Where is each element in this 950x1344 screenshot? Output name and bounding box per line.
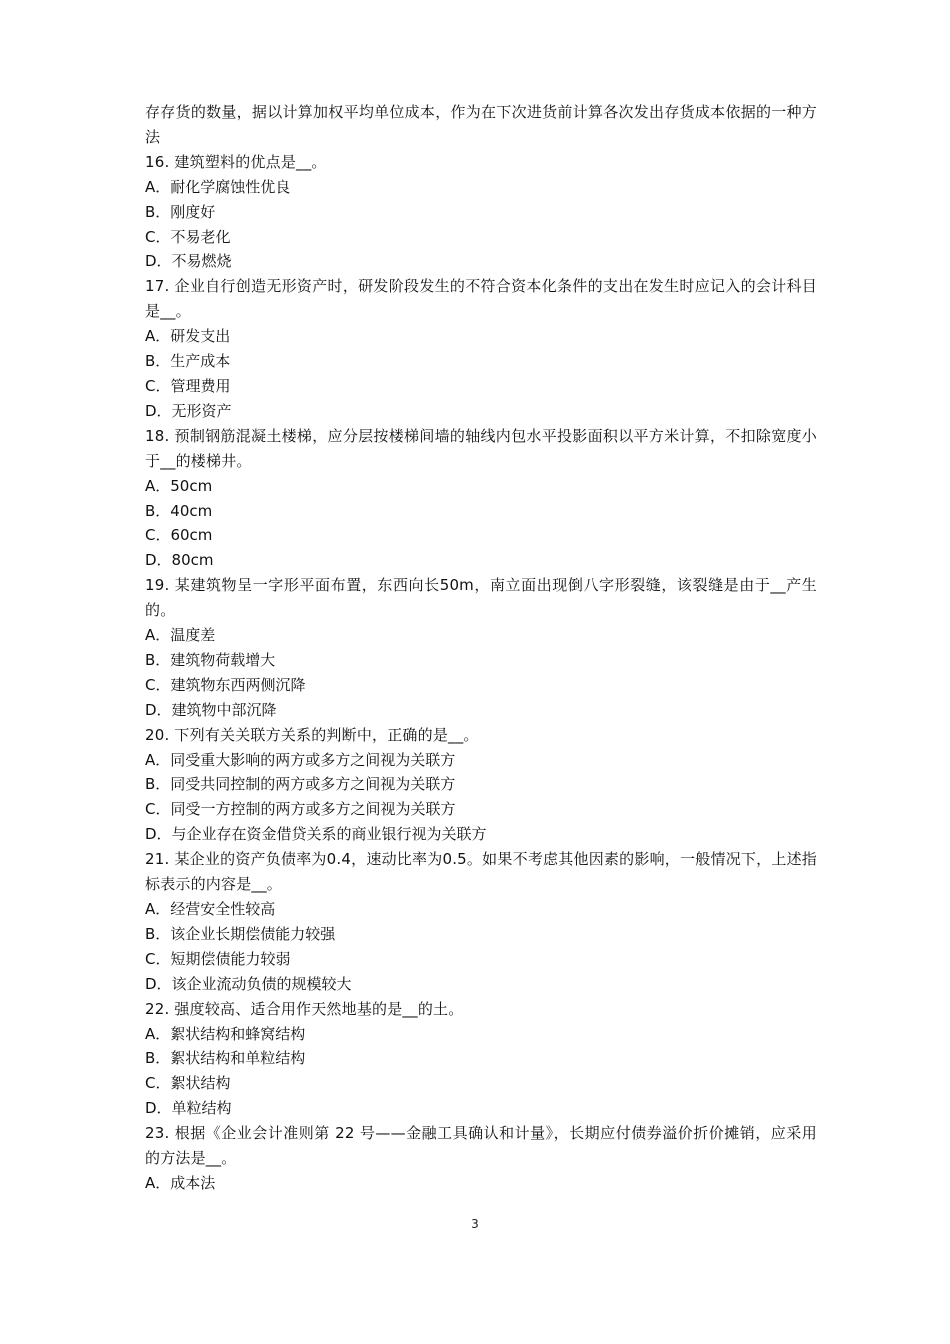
question-text: 22. 强度较高、适合用作天然地基的是__的土。 bbox=[145, 999, 464, 1018]
option-d: D．不易燃烧 bbox=[145, 252, 232, 271]
question-text: 16. 建筑塑料的优点是__。 bbox=[145, 152, 327, 171]
question-19 bbox=[145, 573, 817, 722]
question-22 bbox=[145, 997, 817, 1122]
option-c: C．短期偿债能力较弱 bbox=[145, 949, 291, 968]
question-text: 17. 企业自行创造无形资产时，研发阶段发生的不符合资本化条件的支出在发生时应记入的会计科目是__。 bbox=[145, 277, 817, 321]
question-text: 20. 下列有关关联方关系的判断中，正确的是__。 bbox=[145, 725, 479, 744]
option-a: A．同受重大影响的两方或多方之间视为关联方 bbox=[145, 750, 456, 769]
page-content bbox=[145, 100, 817, 1196]
question-21 bbox=[145, 847, 817, 996]
option-a: A．研发支出 bbox=[145, 327, 231, 346]
intro-paragraph: 存存货的数量，据以计算加权平均单位成本，作为在下次进货前计算各次发出存货成本依据的一种方法 bbox=[145, 103, 817, 146]
option-c: C．管理费用 bbox=[145, 376, 231, 395]
option-b: B．刚度好 bbox=[145, 202, 216, 221]
question-20 bbox=[145, 723, 817, 848]
page-number: 3 bbox=[471, 1217, 479, 1231]
option-c: C．不易老化 bbox=[145, 227, 231, 246]
question-16 bbox=[145, 150, 817, 275]
option-b: B．建筑物荷载增大 bbox=[145, 650, 276, 669]
option-b: B．生产成本 bbox=[145, 352, 231, 371]
option-d: D．80cm bbox=[145, 551, 214, 570]
question-18 bbox=[145, 424, 817, 573]
option-d: D．单粒结构 bbox=[145, 1099, 232, 1118]
option-c: C．絮状结构 bbox=[145, 1074, 231, 1093]
question-text: 18. 预制钢筋混凝土楼梯，应分层按楼梯间墙的轴线内包水平投影面积以平方米计算，不扣除宽度小于__的楼梯井。 bbox=[145, 426, 817, 470]
option-c: C．建筑物东西两侧沉降 bbox=[145, 675, 306, 694]
option-a: A．耐化学腐蚀性优良 bbox=[145, 177, 291, 196]
option-d: D．无形资产 bbox=[145, 401, 232, 420]
option-b: B．同受共同控制的两方或多方之间视为关联方 bbox=[145, 775, 456, 794]
question-text: 21. 某企业的资产负债率为0.4，速动比率为0.5。如果不考虑其他因素的影响，一般情况下，上述指标表示的内容是__。 bbox=[145, 850, 817, 894]
question-17 bbox=[145, 274, 817, 423]
option-d: D．建筑物中部沉降 bbox=[145, 700, 277, 719]
option-d: D．与企业存在资金借贷关系的商业银行视为关联方 bbox=[145, 825, 487, 844]
option-b: B．絮状结构和单粒结构 bbox=[145, 1049, 306, 1068]
question-23 bbox=[145, 1121, 817, 1196]
option-b: B．40cm bbox=[145, 501, 213, 520]
option-c: C．60cm bbox=[145, 526, 213, 545]
option-c: C．同受一方控制的两方或多方之间视为关联方 bbox=[145, 800, 456, 819]
option-a: A．经营安全性较高 bbox=[145, 900, 276, 918]
question-text: 23. 根据《企业会计准则第 22 号——金融工具确认和计量》，长期应付债券溢价折价摊销，应采用的方法是__。 bbox=[145, 1124, 817, 1168]
option-b: B．该企业长期偿债能力较强 bbox=[145, 924, 336, 943]
option-a: A．温度差 bbox=[145, 626, 216, 645]
option-a: A．絮状结构和蜂窝结构 bbox=[145, 1024, 306, 1043]
option-a: A．50cm bbox=[145, 476, 213, 495]
question-text: 19. 某建筑物呈一字形平面布置，东西向长50m，南立面出现倒八字形裂缝，该裂缝是由于__产生的。 bbox=[145, 576, 817, 620]
option-d: D．该企业流动负债的规模较大 bbox=[145, 974, 352, 993]
option-a: A．成本法 bbox=[145, 1173, 216, 1192]
